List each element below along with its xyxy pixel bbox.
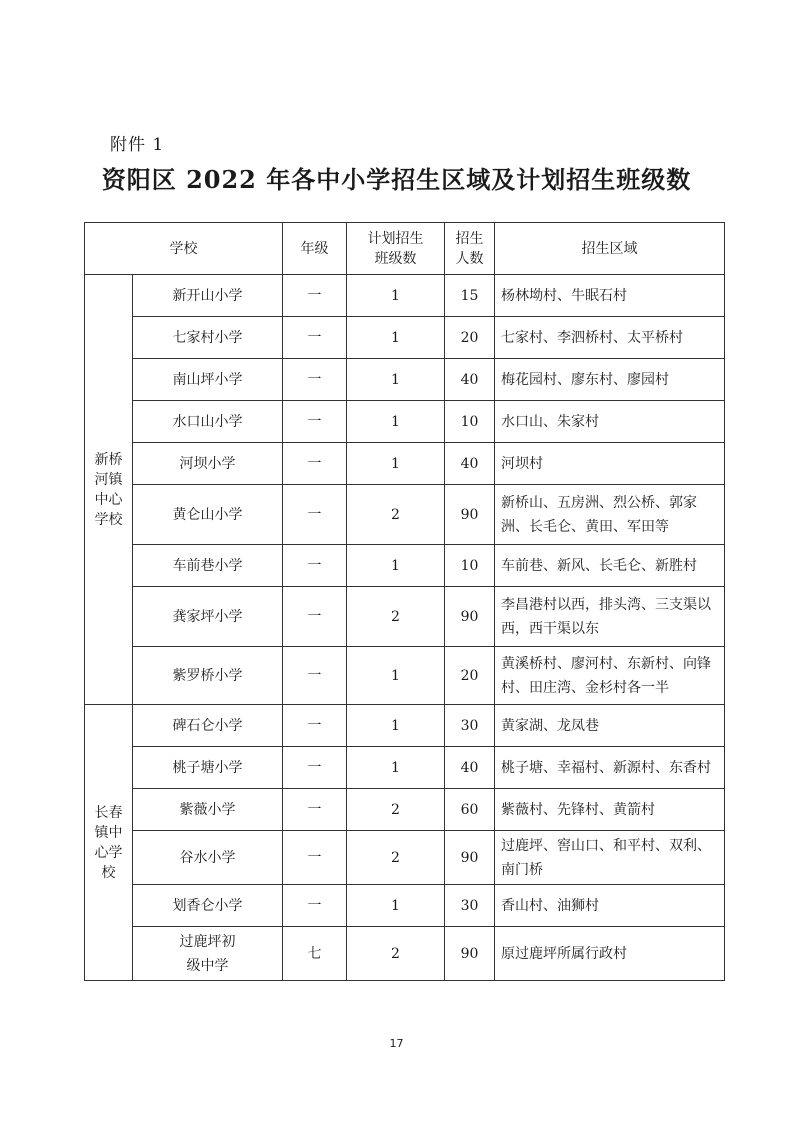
- table-row: [85, 705, 725, 747]
- school-name-cell: 划香仑小学: [133, 885, 283, 927]
- class-count-cell: 1: [347, 275, 445, 317]
- student-count-cell: 60: [445, 789, 495, 831]
- enrollment-area-cell: 梅花园村、廖东村、廖园村: [495, 359, 725, 401]
- school-name-cell: 紫罗桥小学: [133, 647, 283, 705]
- student-count-cell: 90: [445, 831, 495, 885]
- school-name-cell: 紫薇小学: [133, 789, 283, 831]
- school-name-cell: 新开山小学: [133, 275, 283, 317]
- page-number: 17: [389, 1037, 404, 1050]
- table-row: [85, 401, 725, 443]
- attachment-label: 附件 1: [110, 135, 165, 155]
- grade-cell: 一: [283, 317, 347, 359]
- grade-cell: 一: [283, 885, 347, 927]
- class-count-cell: 1: [347, 401, 445, 443]
- table-body: [85, 275, 725, 981]
- school-name-cell: 黄仑山小学: [133, 485, 283, 545]
- class-count-cell: 2: [347, 927, 445, 981]
- class-count-cell: 1: [347, 359, 445, 401]
- class-count-cell: 1: [347, 647, 445, 705]
- grade-cell: 一: [283, 485, 347, 545]
- student-count-cell: 20: [445, 317, 495, 359]
- student-count-cell: 40: [445, 747, 495, 789]
- class-count-cell: 2: [347, 789, 445, 831]
- school-name-cell: 河坝小学: [133, 443, 283, 485]
- student-count-cell: 90: [445, 927, 495, 981]
- enrollment-area-cell: 杨林坳村、牛眠石村: [495, 275, 725, 317]
- grade-cell: 一: [283, 545, 347, 587]
- grade-cell: 一: [283, 789, 347, 831]
- table-row: [85, 789, 725, 831]
- enrollment-area-cell: 黄家湖、龙凤巷: [495, 705, 725, 747]
- student-count-cell: 10: [445, 545, 495, 587]
- table-row: [85, 747, 725, 789]
- grade-cell: 一: [283, 831, 347, 885]
- enrollment-area-cell: 七家村、李泗桥村、太平桥村: [495, 317, 725, 359]
- header-row: [85, 223, 725, 275]
- class-count-cell: 2: [347, 485, 445, 545]
- school-name-cell: 桃子塘小学: [133, 747, 283, 789]
- table-row: [85, 485, 725, 545]
- enrollment-area-cell: 车前巷、新风、长毛仑、新胜村: [495, 545, 725, 587]
- school-group-cell: 新桥河镇中心学校: [85, 275, 133, 705]
- student-count-cell: 40: [445, 443, 495, 485]
- enrollment-area-cell: 紫薇村、先锋村、黄箭村: [495, 789, 725, 831]
- header-students: 招生人数: [445, 223, 495, 275]
- student-count-cell: 15: [445, 275, 495, 317]
- enrollment-area-cell: 过鹿坪、窖山口、和平村、双利、南门桥: [495, 831, 725, 885]
- enrollment-area-cell: 原过鹿坪所属行政村: [495, 927, 725, 981]
- student-count-cell: 90: [445, 587, 495, 647]
- school-name-cell: 过鹿坪初级中学: [133, 927, 283, 981]
- school-name-cell: 谷水小学: [133, 831, 283, 885]
- header-grade: 年级: [283, 223, 347, 275]
- student-count-cell: 30: [445, 885, 495, 927]
- grade-cell: 一: [283, 401, 347, 443]
- school-name-cell: 七家村小学: [133, 317, 283, 359]
- table-row: [85, 587, 725, 647]
- school-name-cell: 水口山小学: [133, 401, 283, 443]
- enrollment-area-cell: 黄溪桥村、廖河村、东新村、向锋村、田庄湾、金杉村各一半: [495, 647, 725, 705]
- student-count-cell: 10: [445, 401, 495, 443]
- class-count-cell: 1: [347, 443, 445, 485]
- grade-cell: 一: [283, 705, 347, 747]
- grade-cell: 一: [283, 647, 347, 705]
- table-row: [85, 831, 725, 885]
- table-row: [85, 885, 725, 927]
- table-row: [85, 359, 725, 401]
- header-school: 学校: [85, 223, 283, 275]
- school-name-cell: 南山坪小学: [133, 359, 283, 401]
- student-count-cell: 30: [445, 705, 495, 747]
- grade-cell: 一: [283, 359, 347, 401]
- enrollment-area-cell: 李昌港村以西，排头湾、三支渠以西，西干渠以东: [495, 587, 725, 647]
- grade-cell: 一: [283, 443, 347, 485]
- class-count-cell: 2: [347, 587, 445, 647]
- class-count-cell: 1: [347, 747, 445, 789]
- header-area: 招生区域: [495, 223, 725, 275]
- class-count-cell: 1: [347, 885, 445, 927]
- class-count-cell: 1: [347, 705, 445, 747]
- class-count-cell: 2: [347, 831, 445, 885]
- grade-cell: 一: [283, 747, 347, 789]
- student-count-cell: 20: [445, 647, 495, 705]
- school-name-cell: 碑石仑小学: [133, 705, 283, 747]
- grade-cell: 七: [283, 927, 347, 981]
- class-count-cell: 1: [347, 545, 445, 587]
- enrollment-area-cell: 新桥山、五房洲、烈公桥、郭家洲、长毛仑、黄田、军田等: [495, 485, 725, 545]
- school-group-cell: 长春镇中心学校: [85, 705, 133, 981]
- table-row: [85, 317, 725, 359]
- enrollment-area-cell: 香山村、油狮村: [495, 885, 725, 927]
- enrollment-area-cell: 河坝村: [495, 443, 725, 485]
- school-name-cell: 龚家坪小学: [133, 587, 283, 647]
- school-name-cell: 车前巷小学: [133, 545, 283, 587]
- page-title: 资阳区 2022 年各中小学招生区域及计划招生班级数: [101, 165, 692, 194]
- enrollment-table: [84, 222, 725, 981]
- table-row: [85, 545, 725, 587]
- header-classes: 计划招生班级数: [347, 223, 445, 275]
- class-count-cell: 1: [347, 317, 445, 359]
- student-count-cell: 40: [445, 359, 495, 401]
- enrollment-area-cell: 水口山、朱家村: [495, 401, 725, 443]
- table-row: [85, 927, 725, 981]
- table-row: [85, 647, 725, 705]
- student-count-cell: 90: [445, 485, 495, 545]
- table-row: [85, 443, 725, 485]
- enrollment-area-cell: 桃子塘、幸福村、新源村、东香村: [495, 747, 725, 789]
- table-row: [85, 275, 725, 317]
- grade-cell: 一: [283, 275, 347, 317]
- grade-cell: 一: [283, 587, 347, 647]
